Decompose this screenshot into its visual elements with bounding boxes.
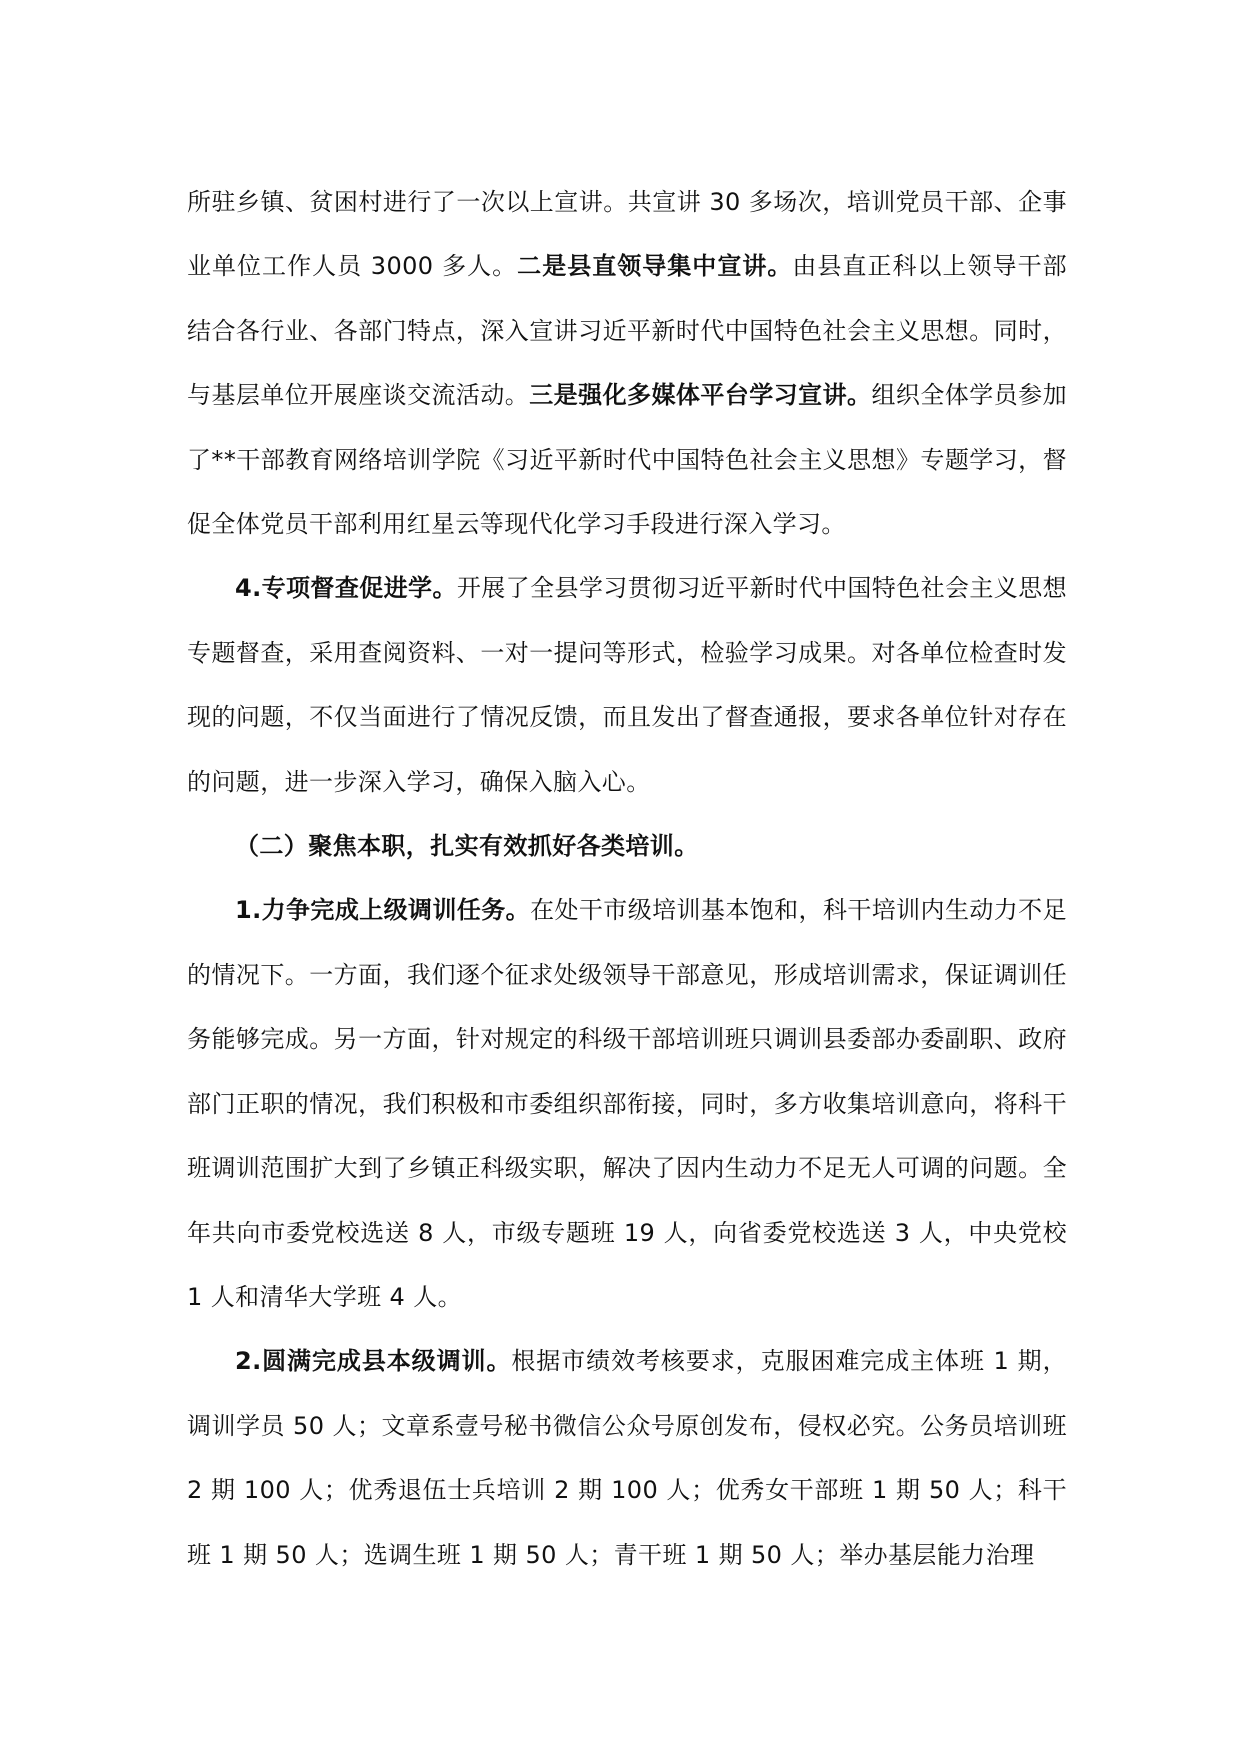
paragraph-text: 组织全体学员参加了**干部教育网络培训学院《习近平新时代中国特色社会主义思想》专题学习，督促全体党员干部利用红星云等现代化学习手段进行深入学习。 xyxy=(187,381,1067,539)
paragraph-text: 根据市绩效考核要求，克服困难完成主体班 1 期，调训学员 50 人；文章系壹号秘书微信公众号原创发布，侵权必究。公务员培训班 2 期 100 人；优秀退伍士兵培训 2 期 100 人；优秀女干部班 1 期 50 人；科干班 1 期 50 人；选调生班 1 期 50 人；青干班 1 期 50 人；举办基层能力治理 xyxy=(187,1347,1067,1569)
bold-lead-county-leaders: 二是县直领导集中宣讲。 xyxy=(517,252,793,281)
paragraph-special-inspection xyxy=(187,556,1067,814)
section-heading-training: （二）聚焦本职，扎实有效抓好各类培训。 xyxy=(235,832,699,861)
paragraph-text: 所驻乡镇、贫困村进行了一次以上宣讲。共宣讲 30 多场次，培训党员干部、企事业单位工作人员 3000 多人。 xyxy=(187,188,1067,281)
document-body xyxy=(187,170,1067,1587)
bold-lead-multimedia: 三是强化多媒体平台学习宣讲。 xyxy=(529,381,872,410)
paragraph-text: 开展了全县学习贯彻习近平新时代中国特色社会主义思想专题督查，采用查阅资料、一对一提问等形式，检验学习成果。对各单位检查时发现的问题，不仅当面进行了情况反馈，而且发出了督查通报，要求各单位针对存在的问题，进一步深入学习，确保入脑入心。 xyxy=(187,574,1067,796)
paragraph-text: 在处干市级培训基本饱和，科干培训内生动力不足的情况下。一方面，我们逐个征求处级领导干部意见，形成培训需求，保证调训任务能够完成。另一方面，针对规定的科级干部培训班只调训县委部办委副职、政府部门正职的情况，我们积极和市委组织部衔接，同时，多方收集培训意向，将科干班调训范围扩大到了乡镇正科级实职，解决了因内生动力不足无人可调的问题。全年共向市委党校选送 8 人，市级专题班 19 人，向省委党校选送 3 人，中央党校 1 人和清华大学班 4 人。 xyxy=(187,896,1067,1311)
bold-lead-special-inspection: 4.专项督查促进学。 xyxy=(235,574,457,603)
paragraph-superior-training xyxy=(187,878,1067,1329)
paragraph-county-training xyxy=(187,1329,1067,1587)
paragraph-text: 由县直正科以上领导干部结合各行业、各部门特点，深入宣讲习近平新时代中国特色社会主义思想。同时，与基层单位开展座谈交流活动。 xyxy=(187,252,1067,410)
paragraph-propaganda-continued xyxy=(187,170,1067,556)
bold-lead-county-training: 2.圆满完成县本级调训。 xyxy=(235,1347,512,1376)
bold-lead-superior-training: 1.力争完成上级调训任务。 xyxy=(235,896,531,925)
